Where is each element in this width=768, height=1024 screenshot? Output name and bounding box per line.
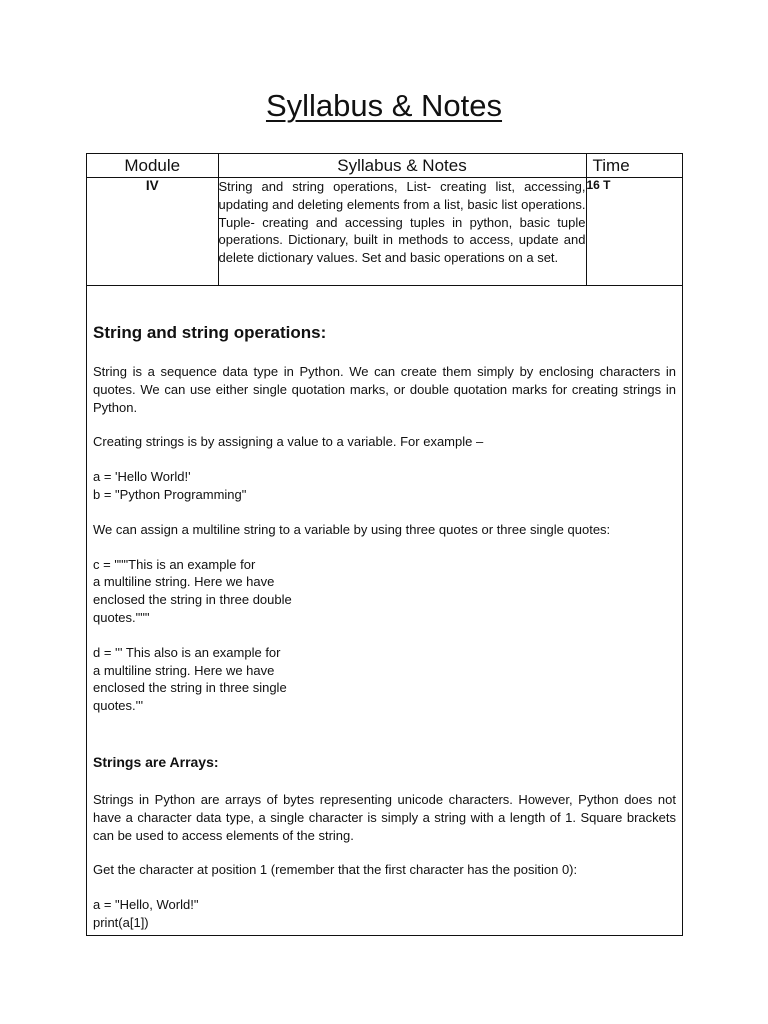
- paragraph-get-character: Get the character at position 1 (remember that the first character has the position 0):: [93, 862, 578, 878]
- code-line: c = """This is an example for: [93, 556, 256, 572]
- code-line: d = ''' This also is an example for: [93, 644, 281, 660]
- syllabus-header: Syllabus & Notes: [218, 154, 586, 178]
- code-example-assign: [93, 468, 676, 504]
- code-line: quotes.""": [93, 609, 150, 625]
- syllabus-table: [87, 154, 682, 286]
- code-example-multiline-double: [93, 556, 676, 627]
- code-line: enclosed the string in three single: [93, 680, 287, 696]
- table-header-row: [87, 154, 682, 178]
- paragraph-multiline: We can assign a multiline string to a variable by using three quotes or three single quotes:: [93, 521, 611, 537]
- code-line: b = "Python Programming": [93, 486, 247, 502]
- syllabus-cell: String and string operations, List- creating list, accessing, updating and deleting elements from a list, basic list operations. Tuple- creating and accessing tuples in python, basic tuple operations. Dictionary, built in methods to access, update and delete dictionary values. Set and basic operations on a set.: [218, 178, 586, 286]
- document-frame: [86, 153, 683, 936]
- page-title: Syllabus & Notes: [265, 88, 503, 123]
- code-line: a = 'Hello World!': [93, 469, 191, 485]
- paragraph-strings-arrays: Strings in Python are arrays of bytes representing unicode characters. However, Python does not have a character data type, a single character is simply a string with a length of 1. Square brackets can be used to access elements of the string.: [93, 791, 676, 843]
- module-header: Module: [87, 154, 218, 178]
- time-header: Time: [586, 154, 682, 178]
- code-line: a = "Hello, World!": [93, 897, 199, 913]
- time-cell: 16 T: [586, 178, 682, 286]
- code-example-index: [93, 896, 676, 932]
- notes-content: [87, 322, 682, 932]
- paragraph-creating-strings: Creating strings is by assigning a value to a variable. For example –: [93, 434, 484, 450]
- table-row: [87, 178, 682, 286]
- paragraph-string-intro: String is a sequence data type in Python. We can create them simply by enclosing characters in quotes. We can use either single quotation marks, or double quotation marks for creating strings in Python.: [93, 364, 676, 415]
- module-cell: IV: [87, 178, 218, 286]
- code-line: print(a[1]): [93, 914, 149, 930]
- section-heading-strings: String and string operations:: [93, 323, 327, 342]
- code-line: enclosed the string in three double: [93, 592, 292, 608]
- code-line: a multiline string. Here we have: [93, 574, 275, 590]
- section-heading-arrays: Strings are Arrays:: [93, 753, 219, 770]
- code-example-multiline-single: [93, 644, 676, 715]
- code-line: quotes.''': [93, 698, 144, 714]
- code-line: a multiline string. Here we have: [93, 662, 275, 678]
